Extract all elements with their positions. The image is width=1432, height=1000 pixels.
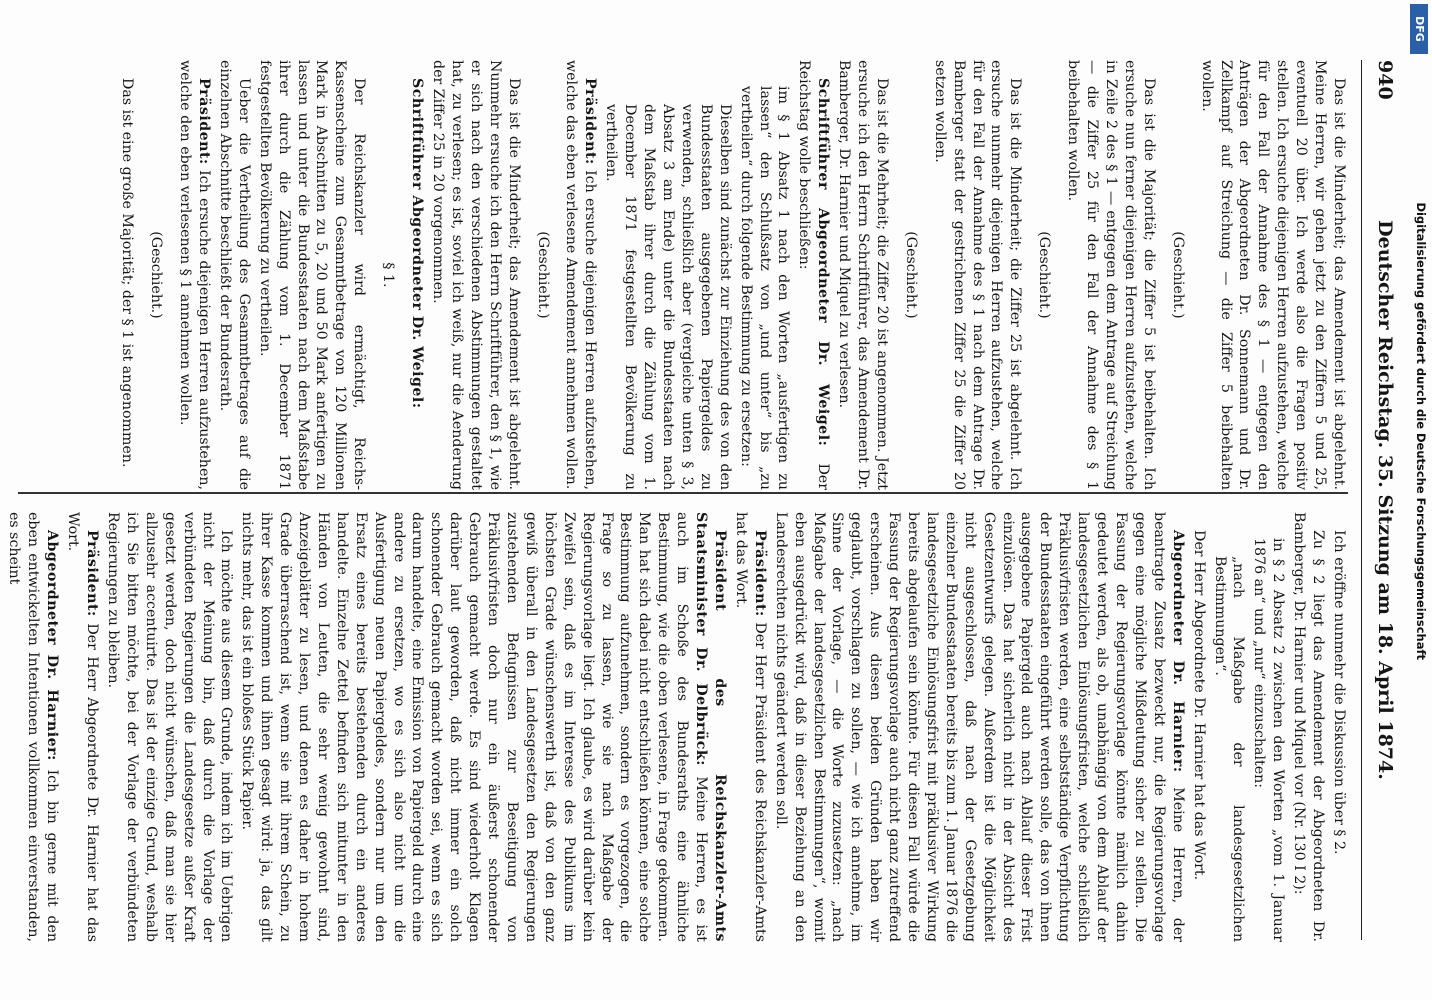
paragraph: Ich eröffne nunmehr die Diskussion über § 2. (1331, 530, 1347, 855)
speech-text: Ich bin gerne mit den eben entwickelten Intentionen vollkommen einverstanden, es scheint (6, 512, 61, 942)
speech (562, 60, 600, 490)
dfg-logo-text: DFG (1413, 16, 1426, 42)
stage-direction: (Geschieht.) (902, 231, 919, 319)
speaker-name: Präsident: (196, 78, 213, 165)
statute-text: Der Reichskanzler wird ermächtigt, Reichs-Kassenscheine zum Gesammtbetrage von 120 Millionen Mark in Abschnitten zu 5, 20 und 50 Mark anfertigen zu lassen und unter die Bundesstaaten nach dem Maßstabe ihrer durch die Zählung vom 1. December 1871 festgestellten Bevölkerung zu vertheilen. (256, 60, 368, 490)
paragraph: Ich möchte aus diesem Grunde, indem ich im Uebrigen nicht der Meinung bin, daß durch die Vorlage der verbündeten Regierungen die Landesgesetze außer Kraft gesetzt werden, doch nicht wünschen, daß man sie hier allzusehr accentuirte. Das ist der einzige Grund, weshalb ich Sie bitten möchte, bei der Vorlage der verbündeten Regierungen zu bleiben. (105, 512, 235, 942)
stage-direction: (Geschieht.) (1169, 231, 1186, 319)
speaker-name: Abgeordneter Dr. Harnier: (44, 530, 61, 761)
speaker-name: Schriftführer Abgeordneter Dr. Weigel: (409, 78, 426, 409)
speech (5, 512, 62, 942)
motion-text: Dieselben sind zunächst zur Einziehung des von den Bundesstaaten ausgegebenen Papiergeldes zu verwenden, schließlich aber (vergleiche unten § 3, Absatz 3 am Ende) unter die Bundesstaaten nach dem Maßstab ihrer durch die Zählung vom 1. December 1871 festgestellten Bevölkerung zu vertheilen. (603, 104, 733, 490)
speaker-name: Schriftführer Abgeordneter Dr. Weigel: (815, 78, 832, 447)
stage-direction: (Geschieht.) (1036, 231, 1053, 319)
paragraph: Das ist die Mehrheit; die Ziffer 20 ist angenommen. Jetzt ersuche ich den Herrn Schriftführer, das Amendement Dr. Bamberger, Dr. Harnier und Miquel zu verlesen. (836, 60, 890, 490)
speech-text: Der Herr Abgeordnete Dr. Harnier hat das Wort. (65, 512, 101, 942)
paragraph: Das ist die Minderheit; die Ziffer 25 ist abgelehnt. Ich ersuche nunmehr diejenigen Herren aufzustehen, welche für den Fall der Annahme des § 1 nach dem Antrage Dr. Bamberger statt der gestrichenen Ziffer 25 die Ziffer 20 setzen wollen. (931, 60, 1024, 490)
speech (794, 60, 832, 490)
paragraph: Das ist die Minderheit; das Amendement ist abgelehnt. Nunmehr ersuche ich den Herrn Schriftführer, den § 1, wie er sich nach den verschiedenen Abstimmungen gestaltet hat, zu verlesen; es ist, soviel ich weiß, nur die Aenderung der Ziffer 25 in 20 vorgenommen. (430, 60, 522, 490)
stage-direction: (Geschieht.) (148, 231, 165, 319)
speech-text: Ich ersuche diejenigen Herren aufzustehen, welche das eben verlesene Amendement annehmen wollen. (563, 60, 599, 490)
page-number: 940 (1374, 60, 1396, 100)
right-column (6, 512, 1348, 942)
page-header (1361, 60, 1402, 940)
page-title: Deutscher Reichstag. 35. Sitzung am 18. April 1874. (1374, 220, 1396, 780)
paragraph: Das ist eine große Majorität; der § 1 ist angenommen. (119, 78, 136, 468)
speech (237, 512, 729, 942)
paragraph: Das ist die Majorität; die Ziffer 5 ist beibehalten. Ich ersuche nun ferner diejenigen Herren aufzustehen, welche in Zeile 2 des § 1 — entgegen dem Antrage auf Streichung — die Ziffer 25 für den Fall der Annahme des § 1 beibehalten wollen. (1065, 60, 1157, 490)
speech-text: Meine Herren, es ist auch im Schoße des Bundesraths eine ähnliche Bestimmung, wie die oben verlesene, in Frage gekommen. Man hat sich dabei nicht entschließen können, eine solche Bestimmung aufzunehmen, sondern es vorgezogen, die Frage so zu lassen, wie sie nach Maßgabe der Regierungsvorlage liegt. Ich glaube, es wird darüber kein Zweifel sein, daß es im Interesse des Publikums im höchsten Grade wünschenswerth ist, daß von den ganz gewiß überall in den Landesgesetzen den Regierungen zustehenden Befugnissen zur Beseitigung von Präklusivfristen doch nur ein äußerst schonender Gebrauch gemacht werde. Es sind wiederholt Klagen darüber laut geworden, daß nicht immer ein solch schonender Gebrauch gemacht worden sei, wenn es sich darum handelte, eine Emission von Papiergeld durch eine andere zu ersetzen, wo es sich also nicht um die Ausfertigung neuen Papiergeldes, sondern nur um den Ersatz eines bereits bestehenden durch ein anderes handelte. Einzelne Zettel befinden sich mitunter in den Händen von Leuten, die sehr wenig gewohnt sind, Anzeigeblätter zu lesen, und denen es daher in hohem Grade überraschend ist, wenn sie mit ihrem Schein, zu ihrer Kasse kommen und ihnen gesagt wird: ja, das gilt nichts mehr, das ist ein bloßes Stück Papier. (239, 512, 710, 942)
speech (731, 512, 769, 942)
speech (175, 60, 213, 490)
speaker-name: Präsident: (582, 78, 599, 165)
speech-text: Der Herr Präsident des Reichskanzler-Amts hat das Wort. (732, 512, 768, 942)
motion-text: in § 2 Absatz 2 zwischen den Worten „vom 1. Januar 1876 an“ und „nur“ einzuschalten: (1251, 538, 1287, 942)
stage-direction: (Geschieht.) (534, 231, 551, 319)
speech-text: Meine Herren, der beantragte Zusatz bezweckt nur, die Regierungsvorlage gegen eine mögliche Mißdeutung sicher zu stellen. Die Fassung der Regierungsvorlage könnte nämlich dahin gedeutet werden, als ob, unabhängig von dem Ablauf der landesgesetzlichen Einlösungsfristen, welche schließlich Präklusivfristen werden, eine selbstständige Verpflichtung der Bundesstaaten eingeführt werden solle, das von ihnen ausgegebene Papiergeld auch nach Ablauf dieser Frist einzulösen. Das hat sicherlich nicht in der Absicht des Gesetzentwurfs gelegen. Außerdem ist die Möglichkeit nicht ausgeschlossen, daß nach der Gesetzgebung einzelner Bundesstaaten bereits bis zum 1. Januar 1876 die landesgesetzliche Einlösungsfrist mit präklusiver Wirkung bereits abgelaufen sein könnte. Für diesen Fall würde die Fassung der Regierungsvorlage auch nicht ganz zutreffend erscheinen. Aus diesen beiden Gründen haben wir geglaubt, vorschlagen zu sollen, — wie ich annehme, im Sinne der Vorlage, — die Worte zuzusetzen: „nach Maßgabe der landesgesetzlichen Bestimmungen“, womit eben ausgedrückt wird, daß in dieser Beziehung an den Landesrechten nichts geändert werden soll. (772, 512, 1186, 942)
speaker-name: Präsident: (84, 530, 101, 617)
speech (63, 512, 101, 942)
digitization-credit (1408, 60, 1428, 660)
column-divider (18, 492, 1348, 494)
motion-text: im § 1 Absatz 1 nach den Worten „ausfertigen zu lassen“ den Schlußsatz von „und unter“ bis „zu vertheilen“ durch folgende Bestimmung zu ersetzen: (737, 86, 792, 490)
paragraph: Das ist die Minderheit; das Amendement ist abgelehnt. Meine Herren, wir gehen jetzt zu den Ziffern 5 und 25, eventuell 20 über. Ich werde also die Fragen positiv stellen. Ich ersuche diejenigen Herren aufzustehen, welche für den Fall der Annahme des § 1 — entgegen den Anträgen der Abgeordneten Dr. Sonnemann und Dr. Zellkampf auf Streichung — die Ziffer 5 beibehalten wollen. (1198, 60, 1347, 490)
speaker-name: Abgeordneter Dr. Harnier: (1169, 530, 1186, 773)
statute-text: Ueber die Vertheilung des Gesammtbetrages auf die einzelnen Abschnitte beschließt der Bundesrath. (216, 60, 252, 490)
speech-text: Ich ersuche diejenigen Herren aufzustehen, welche den eben verlesenen § 1 annehmen wollen. (177, 60, 213, 490)
speech (771, 512, 1187, 942)
motion-text: „nach Maßgabe der landesgesetzlichen Bestimmungen“. (1211, 556, 1247, 942)
paragraph: Der Herr Abgeordnete Dr. Harnier hat das Wort. (1190, 530, 1207, 881)
speech (407, 60, 426, 490)
dfg-logo (1410, 4, 1428, 54)
section-heading: § 1. (380, 262, 397, 288)
credit-text: Digitalisierung gefördert durch die Deutsche Forschungsgemeinschaft (1414, 202, 1428, 660)
speech-text: Der Reichstag wolle beschließen: (796, 60, 832, 490)
speaker-name: Präsident des Reichskanzler-Amts Staatsminister Dr. Delbrück: (693, 512, 728, 942)
speaker-name: Präsident: (751, 530, 768, 617)
paragraph: Zu § 2 liegt das Amendement der Abgeordneten Dr. Bamberger, Dr. Harnier und Miquel vor (Nr. 130 I 2): (1291, 512, 1327, 942)
left-column (18, 60, 1348, 490)
